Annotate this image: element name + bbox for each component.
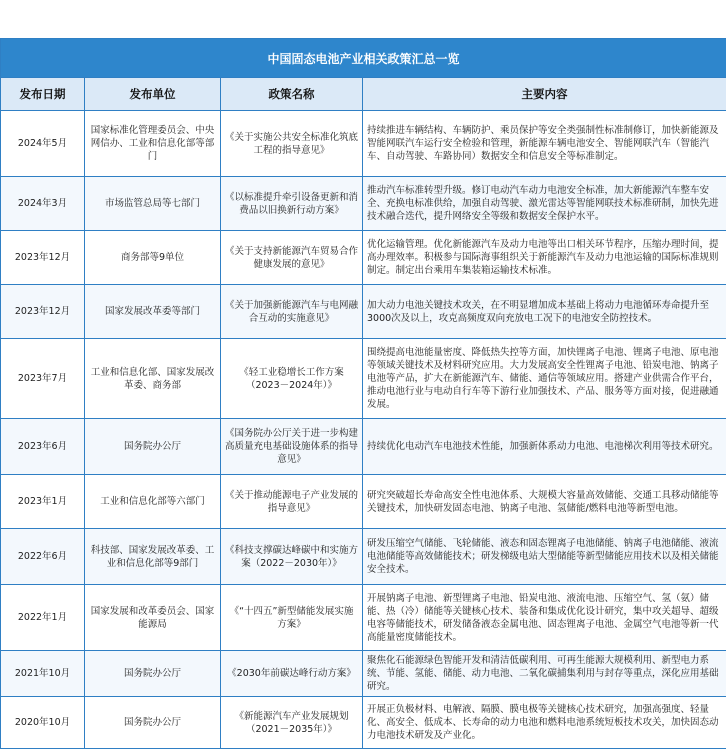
- cell-date: 2023年12月: [1, 285, 85, 339]
- policy-table-container: [0, 38, 726, 749]
- table-row: [1, 697, 726, 749]
- cell-content: 开展正负极材料、电解液、隔膜、膜电极等关键核心技术研究，加强高强度、轻量化、高安全、低成本、长寿命的动力电池和燃料电池系统短板技术攻关，加快固态动力电池技术研发及产业化。: [363, 697, 726, 749]
- table-row: [1, 585, 726, 651]
- policy-table: [0, 38, 726, 749]
- cell-issuer: 国家标准化管理委员会、中央网信办、工业和信息化部等部门: [85, 111, 221, 177]
- cell-content: 围绕提高电池能量密度、降低热失控等方面，加快锂离子电池、锂离子电池、原电池等领域关键技术及材料研究应用。大力发展高安全性锂离子电池、铅炭电池、钠离子电池等产品，扩大在新能源汽车、储能、通信等领域应用。搭建产业供需合作平台，推动电池行业与电动自行车等下游行业加强技术、产品、服务等方面对接，促进融通发展。: [363, 339, 726, 419]
- cell-issuer: 国务院办公厅: [85, 419, 221, 475]
- cell-issuer: 国家发展改革委等部门: [85, 285, 221, 339]
- table-row: [1, 111, 726, 177]
- table-row: [1, 231, 726, 285]
- cell-issuer: 工业和信息化部等六部门: [85, 475, 221, 529]
- cell-policy: 《“十四五”新型储能发展实施方案》: [221, 585, 363, 651]
- cell-policy: 《新能源汽车产业发展规划（2021－2035年）》: [221, 697, 363, 749]
- cell-date: 2021年10月: [1, 651, 85, 697]
- table-row: [1, 529, 726, 585]
- cell-date: 2023年6月: [1, 419, 85, 475]
- cell-date: 2024年5月: [1, 111, 85, 177]
- cell-issuer: 商务部等9单位: [85, 231, 221, 285]
- cell-policy: 《2030年前碳达峰行动方案》: [221, 651, 363, 697]
- cell-content: 开展钠离子电池、新型锂离子电池、铅炭电池、液流电池、压缩空气、氢（氨）储能、热（冷）储能等关键核心技术、装备和集成优化设计研究，集中攻关超导、超级电容等储能技术，研发储备液态金属电池、固态锂离子电池、金属空气电池等新一代高能量密度储能技术。: [363, 585, 726, 651]
- table-title-row: [1, 39, 726, 78]
- cell-date: 2022年6月: [1, 529, 85, 585]
- table-row: [1, 177, 726, 231]
- cell-content: 优化运输管理。优化新能源汽车及动力电池等出口相关环节程序，压缩办理时间，提高办理效率。积极参与国际海事组织关于新能源汽车及动力电池运输的国际标准规则制定。制定出台乘用车集装箱运输技术标准。: [363, 231, 726, 285]
- table-row: [1, 285, 726, 339]
- cell-issuer: 国务院办公厅: [85, 697, 221, 749]
- cell-content: 加大动力电池关键技术攻关，在不明显增加成本基础上将动力电池循环寿命提升至3000次及以上，攻克高频度双向充放电工况下的电池安全防控技术。: [363, 285, 726, 339]
- cell-date: 2023年12月: [1, 231, 85, 285]
- table-row: [1, 419, 726, 475]
- cell-content: 研发压缩空气储能、飞轮储能、液态和固态锂离子电池储能、钠离子电池储能、液流电池储能等高效储能技术；研发梯级电站大型储能等新型储能应用技术以及相关储能安全技术。: [363, 529, 726, 585]
- cell-date: 2023年7月: [1, 339, 85, 419]
- cell-content: 聚焦化石能源绿色智能开发和清洁低碳利用、可再生能源大规模利用、新型电力系统、节能、氢能、储能、动力电池、二氧化碳捕集利用与封存等重点，深化应用基础研究。: [363, 651, 726, 697]
- cell-policy: 《国务院办公厅关于进一步构建高质量充电基础设施体系的指导意见》: [221, 419, 363, 475]
- cell-date: 2024年3月: [1, 177, 85, 231]
- cell-policy: 《关于加强新能源汽车与电网融合互动的实施意见》: [221, 285, 363, 339]
- cell-policy: 《科技支撑碳达峰碳中和实施方案（2022－2030年）》: [221, 529, 363, 585]
- cell-issuer: 国家发展和改革委员会、国家能源局: [85, 585, 221, 651]
- cell-content: 推动汽车标准转型升级。修订电动汽车动力电池安全标准，加大新能源汽车整车安全、充换电标准供给，加强自动驾驶、激光雷达等智能网联技术标准研制，加快先进技术融合迭代，提升网络安全等级和数据安全保护水平。: [363, 177, 726, 231]
- header-date: 发布日期: [1, 78, 85, 111]
- table-title: 中国固态电池产业相关政策汇总一览: [1, 39, 726, 78]
- table-row: [1, 651, 726, 697]
- cell-issuer: 科技部、国家发展改革委、工业和信息化部等9部门: [85, 529, 221, 585]
- cell-issuer: 国务院办公厅: [85, 651, 221, 697]
- cell-date: 2023年1月: [1, 475, 85, 529]
- cell-content: 持续推进车辆结构、车辆防护、乘员保护等安全类强制性标准制修订，加快新能源及智能网联汽车运行安全检验和管理，新能源车辆电池安全、智能网联汽车（智能汽车、自动驾驶、车路协同）数据安全和信息安全等标准制定。: [363, 111, 726, 177]
- cell-policy: 《以标准提升牵引设备更新和消费品以旧换新行动方案》: [221, 177, 363, 231]
- table-header-row: [1, 78, 726, 111]
- table-row: [1, 475, 726, 529]
- cell-policy: 《轻工业稳增长工作方案（2023－2024年）》: [221, 339, 363, 419]
- header-policy: 政策名称: [221, 78, 363, 111]
- cell-issuer: 市场监管总局等七部门: [85, 177, 221, 231]
- header-issuer: 发布单位: [85, 78, 221, 111]
- cell-date: 2020年10月: [1, 697, 85, 749]
- cell-policy: 《关于实施公共安全标准化筑底工程的指导意见》: [221, 111, 363, 177]
- cell-content: 持续优化电动汽车电池技术性能，加强新体系动力电池、电池梯次利用等技术研究。: [363, 419, 726, 475]
- cell-policy: 《关于推动能源电子产业发展的指导意见》: [221, 475, 363, 529]
- cell-policy: 《关于支持新能源汽车贸易合作健康发展的意见》: [221, 231, 363, 285]
- table-row: [1, 339, 726, 419]
- header-content: 主要内容: [363, 78, 726, 111]
- cell-content: 研究突破超长寿命高安全性电池体系、大规模大容量高效储能、交通工具移动储能等关键技术，加快研发固态电池、钠离子电池、氢储能/燃料电池等新型电池。: [363, 475, 726, 529]
- cell-date: 2022年1月: [1, 585, 85, 651]
- cell-issuer: 工业和信息化部、国家发展改革委、商务部: [85, 339, 221, 419]
